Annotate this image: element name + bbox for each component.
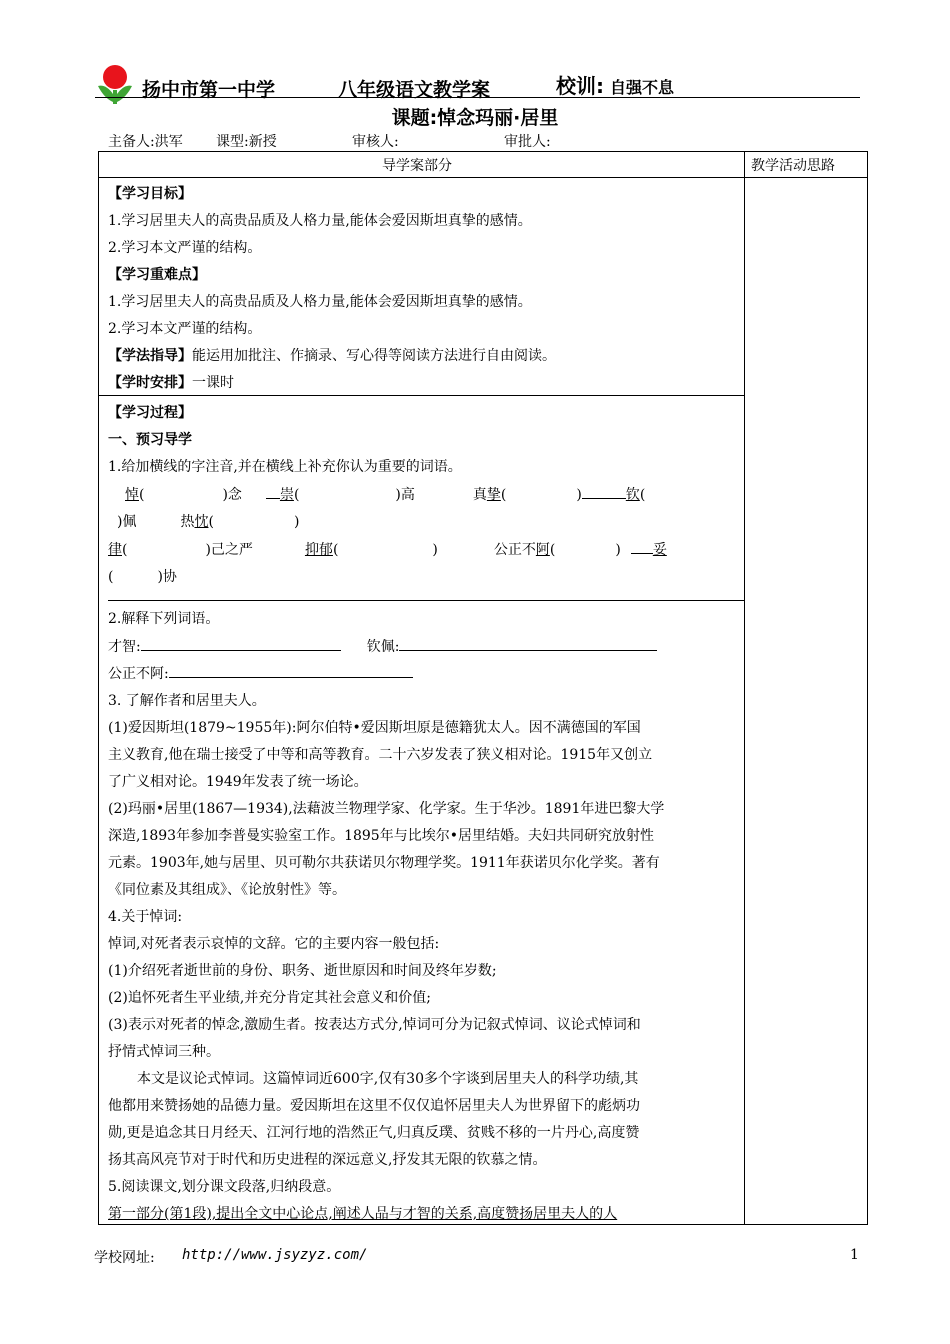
bio-line: 元素。1903年,她与居里、贝可勒尔共获诺贝尔物理学奖。1911年获诺贝尔化学奖。著有 xyxy=(108,855,660,871)
eulogy-line: 扬其高风亮节对于时代和历史进程的深远意义,抒发其无限的钦慕之情。 xyxy=(108,1152,547,1168)
school-url-link[interactable]: http://www.jsyzyz.com/ xyxy=(182,1247,368,1263)
school-logo xyxy=(92,60,138,106)
method-row xyxy=(108,345,556,365)
eulogy-line: (1)介绍死者逝世前的身份、职务、逝世原因和时间及终年岁数; xyxy=(108,963,497,979)
pinyin-suffix: )协 xyxy=(157,569,177,585)
schedule-heading: 【学时安排】 xyxy=(108,375,192,391)
lesson-table xyxy=(98,151,868,1225)
term-row-1 xyxy=(108,636,657,656)
part-1-summary: 第一部分(第1段),提出全文中心论点,阐述人品与才智的关系,高度赞扬居里夫人的人 xyxy=(108,1206,618,1222)
col-guide-header: 导学案部分 xyxy=(382,158,452,174)
answer-blank[interactable] xyxy=(141,636,341,651)
bio-line: (2)玛丽•居里(1867—1934),法藉波兰物理学家、化学家。生于华沙。1891年进巴黎大学 xyxy=(108,801,665,817)
schedule-row xyxy=(108,372,234,392)
pinyin-suffix: )念 xyxy=(222,487,242,503)
question-1: 1.给加横线的字注音,并在横线上补充你认为重要的词语。 xyxy=(108,459,462,475)
answer-blank[interactable] xyxy=(169,663,413,678)
eulogy-line: 他都用来赞扬她的品德力量。爱因斯坦在这里不仅仅追怀居里夫人为世界留下的彪炳功 xyxy=(108,1098,640,1114)
pinyin-word: 忱 xyxy=(194,514,209,530)
pinyin-row-3: 律( )己之严 抑郁( ) 公正不阿( ) 妥 xyxy=(108,539,667,559)
meta-approver: 审批人: xyxy=(504,134,551,150)
bio-line: (1)爱因斯坦(1879~1955年):阿尔伯特•爱因斯坦原是德籍犹太人。因不满德国的军国 xyxy=(108,720,641,736)
column-divider xyxy=(744,152,745,1224)
objective-item: 2.学习本文严谨的结构。 xyxy=(108,240,262,256)
pinyin-row-1: 悼( )念 崇( )高 真挚( ) 钦( xyxy=(125,484,645,504)
header-row-divider xyxy=(99,177,867,178)
term-label: 才智: xyxy=(108,639,141,655)
fill-blank[interactable] xyxy=(582,484,626,499)
method-text: 能运用加批注、作摘录、写心得等阅读方法进行自由阅读。 xyxy=(192,348,556,364)
question-5: 5.阅读课文,划分课文段落,归纳段意。 xyxy=(108,1179,341,1195)
pinyin-word: 挚 xyxy=(486,487,501,503)
fill-blank[interactable] xyxy=(631,539,653,554)
pinyin-row-4: ( )协 xyxy=(108,569,177,585)
eulogy-line: 勋,更是追念其日月经天、江河行地的浩然正气,归真反璞、贫贱不移的一片丹心,高度赞 xyxy=(108,1125,640,1141)
section-divider xyxy=(99,395,744,396)
pinyin-word: 悼 xyxy=(125,487,139,503)
motto-label: 校训: xyxy=(556,74,604,98)
objective-item: 1.学习居里夫人的高贵品质及人格力量,能体会爱因斯坦真挚的感情。 xyxy=(108,213,532,229)
pinyin-word: 崇 xyxy=(279,487,294,503)
eulogy-line: (3)表示对死者的悼念,激励生者。按表达方式分,悼词可分为记叙式悼词、议论式悼词和 xyxy=(108,1017,641,1033)
eulogy-line: 悼词,对死者表示哀悼的文辞。它的主要内容一般包括: xyxy=(108,936,440,952)
bio-line: 主义教育,他在瑞士接受了中等和高等教育。二十六岁发表了狭义相对论。1915年又创立 xyxy=(108,747,653,763)
eulogy-line: 本文是议论式悼词。这篇悼词近600字,仅有30多个字谈到居里夫人的科学功绩,其 xyxy=(137,1071,639,1087)
bio-line: 《同位素及其组成》、《论放射性》等。 xyxy=(108,882,346,898)
meta-preparer: 主备人:洪军 xyxy=(108,134,183,150)
motto-value: 自强不息 xyxy=(610,78,675,97)
fill-blank[interactable] xyxy=(266,484,280,499)
col-activity-header: 教学活动思路 xyxy=(751,158,835,174)
question-4: 4.关于悼词: xyxy=(108,909,183,925)
question-3: 3. 了解作者和居里夫人。 xyxy=(108,693,266,709)
keypoint-item: 2.学习本文严谨的结构。 xyxy=(108,321,262,337)
process-heading: 【学习过程】 xyxy=(108,405,192,421)
objectives-heading: 【学习目标】 xyxy=(108,186,192,202)
school-name: 扬中市第一中学 xyxy=(142,79,276,101)
bio-line: 了广义相对论。1949年发表了统一场论。 xyxy=(108,774,368,790)
keypoints-heading: 【学习重难点】 xyxy=(108,267,206,283)
pinyin-word: 妥 xyxy=(652,542,667,558)
pinyin-word: 抑郁 xyxy=(304,542,333,558)
section1-heading: 一、预习导学 xyxy=(108,432,192,448)
bio-line: 深造,1893年参加李普曼实验室工作。1895年与比埃尔•居里结婚。夫妇共同研究放射性 xyxy=(108,828,654,844)
question-2: 2.解释下列词语。 xyxy=(108,611,220,627)
pinyin-word: 律 xyxy=(108,542,122,558)
pinyin-word: 钦 xyxy=(625,487,640,503)
header-rule xyxy=(95,97,860,98)
pinyin-row-2: )佩 热忱( ) xyxy=(117,514,300,530)
pinyin-word: 真 xyxy=(472,487,487,503)
pinyin-suffix: )佩 xyxy=(117,514,137,530)
answer-blank[interactable] xyxy=(399,636,657,651)
answer-line[interactable] xyxy=(108,600,744,601)
pinyin-suffix: )己之严 xyxy=(205,542,253,558)
term-row-2 xyxy=(108,663,413,683)
method-heading: 【学法指导】 xyxy=(108,348,192,364)
page-title: 课题:悼念玛丽·居里 xyxy=(391,107,559,129)
eulogy-line: (2)追怀死者生平业绩,并充分肯定其社会意义和价值; xyxy=(108,990,431,1006)
term-label: 公正不阿: xyxy=(108,666,169,682)
meta-type: 课型:新授 xyxy=(216,134,277,150)
pinyin-word: 公正不 xyxy=(493,542,536,558)
page-number: 1 xyxy=(850,1247,859,1263)
pinyin-word: 热 xyxy=(180,514,195,530)
term-label: 钦佩: xyxy=(366,639,400,655)
keypoint-item: 1.学习居里夫人的高贵品质及人格力量,能体会爱因斯坦真挚的感情。 xyxy=(108,294,532,310)
meta-reviewer: 审核人: xyxy=(352,134,399,150)
course-name: 八年级语文教学案 xyxy=(338,79,491,101)
eulogy-line: 抒情式悼词三种。 xyxy=(108,1044,220,1060)
schedule-text: 一课时 xyxy=(192,375,234,391)
pinyin-word: 阿 xyxy=(535,542,550,558)
pinyin-suffix: )高 xyxy=(395,487,415,503)
footer-label: 学校网址: xyxy=(94,1250,155,1266)
